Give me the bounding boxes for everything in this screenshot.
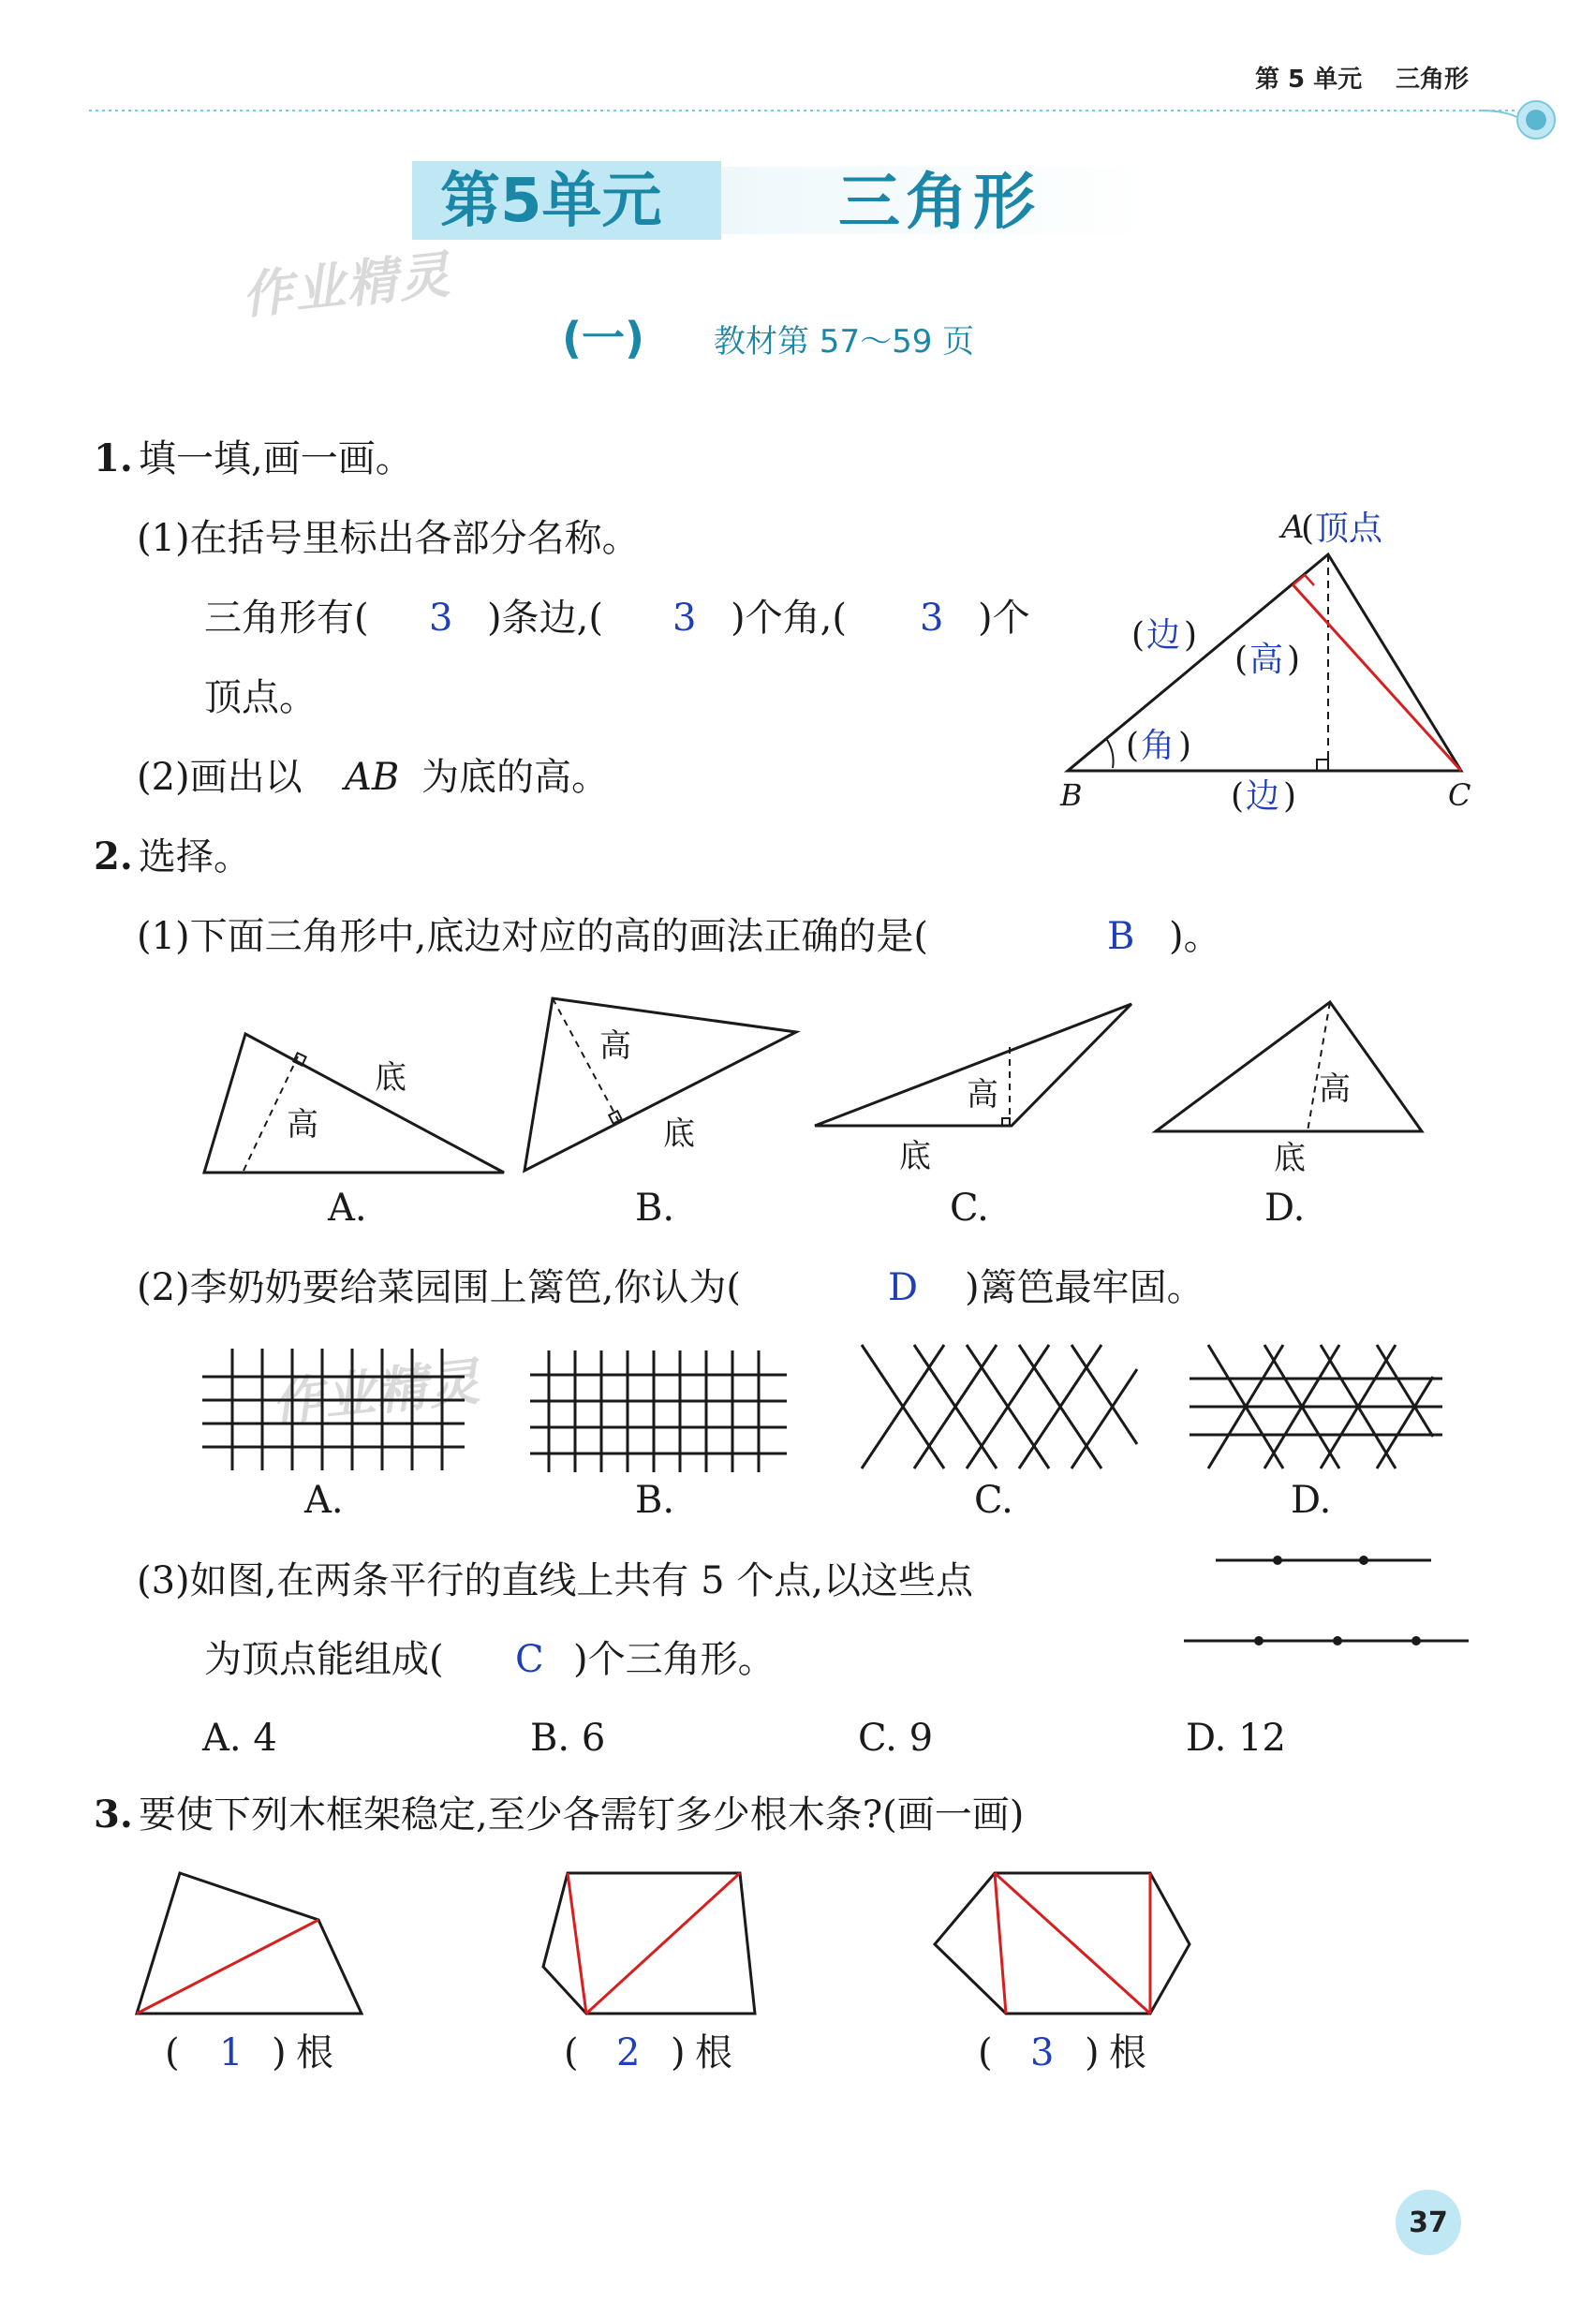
page-title: 三角形 bbox=[838, 166, 1041, 238]
fence-option-d-label: D. bbox=[1291, 1479, 1332, 1522]
fence-option-c-label: C. bbox=[974, 1479, 1013, 1522]
q2-part3-answer: C bbox=[515, 1638, 544, 1681]
q1-part2-rest: 为底的高。 bbox=[421, 756, 609, 799]
vertex-b-label: B bbox=[1060, 777, 1083, 813]
height-label: 高 bbox=[1249, 641, 1284, 679]
fence-option-d bbox=[1190, 1345, 1442, 1468]
vertex-c-label: C bbox=[1448, 777, 1471, 813]
tri-option-a-label: A. bbox=[328, 1187, 367, 1230]
vertex-a-label: A bbox=[1281, 509, 1305, 546]
tri-c-high: 高 bbox=[967, 1076, 998, 1114]
parallel-lines-figure bbox=[1171, 1536, 1489, 1667]
fence-option-b-label: B. bbox=[635, 1479, 675, 1522]
q2-part1-answer: B bbox=[1107, 915, 1135, 958]
q1-part1-text-c: )个角,( bbox=[731, 597, 847, 640]
tri-d-base: 底 bbox=[1274, 1140, 1306, 1177]
q1-number: 1. bbox=[94, 436, 133, 480]
q1-answer-vertices: 3 bbox=[920, 597, 944, 640]
frame-hexagon bbox=[935, 1873, 1190, 2014]
q1-answer-sides: 3 bbox=[429, 597, 453, 640]
choice-c: C. 9 bbox=[858, 1717, 934, 1760]
side-left-label: 边 bbox=[1146, 616, 1181, 655]
q3-frames-figure bbox=[122, 1864, 1208, 2032]
q2-number: 2. bbox=[94, 834, 133, 878]
q3-answer-2: 2 bbox=[616, 2031, 641, 2074]
height-red-line bbox=[1293, 584, 1461, 771]
q1-part1-label: (1)在括号里标出各部分名称。 bbox=[137, 517, 640, 560]
q2-fences-figure bbox=[187, 1330, 1461, 1480]
choice-b: B. 6 bbox=[530, 1717, 606, 1760]
q3-answer-3: 3 bbox=[1030, 2031, 1055, 2074]
svg-text:(: ( bbox=[1131, 616, 1145, 655]
svg-text:): ) bbox=[1287, 641, 1301, 679]
angle-label: 角 bbox=[1141, 727, 1175, 765]
q2-part3-line1: (3)如图,在两条平行的直线上共有 5 个点,以这些点 bbox=[137, 1559, 973, 1602]
side-bottom-label: 边 bbox=[1246, 777, 1280, 816]
fence-option-b bbox=[530, 1350, 787, 1472]
q1-part1-text-d: )个 bbox=[978, 597, 1030, 640]
tri-a-base: 底 bbox=[375, 1059, 406, 1097]
q2-part2-answer: D bbox=[888, 1266, 919, 1309]
section-pages: 教材第 57～59 页 bbox=[714, 323, 975, 361]
header-rule bbox=[0, 0, 1596, 169]
tri-option-b-label: B. bbox=[635, 1187, 675, 1230]
section-label: (一) bbox=[562, 313, 645, 363]
q1-part1-text-a: 三角形有( bbox=[204, 597, 369, 640]
tri-c-base: 底 bbox=[899, 1138, 931, 1175]
frame-quadrilateral bbox=[137, 1873, 362, 2014]
triangle-option-c bbox=[815, 1004, 1131, 1175]
tri-b-high: 高 bbox=[599, 1027, 631, 1065]
tri-b-base: 底 bbox=[663, 1115, 695, 1153]
q2-part3-line2b: )个三角形。 bbox=[573, 1638, 776, 1681]
tri-d-high: 高 bbox=[1319, 1070, 1351, 1108]
q3-unit-3: 根 bbox=[1109, 2031, 1146, 2074]
svg-text:): ) bbox=[1283, 777, 1297, 816]
fence-option-a-label: A. bbox=[304, 1479, 344, 1522]
q2-part2-text: (2)李奶奶要给菜园围上篱笆,你认为( bbox=[137, 1266, 741, 1309]
q3-unit-1: 根 bbox=[296, 2031, 333, 2074]
q3-unit-2: 根 bbox=[695, 2031, 732, 2074]
choice-a: A. 4 bbox=[202, 1717, 277, 1760]
q2-part3-line2a: 为顶点能组成( bbox=[204, 1638, 444, 1681]
q1-answer-angles: 3 bbox=[672, 597, 697, 640]
svg-text:): ) bbox=[1178, 727, 1192, 765]
svg-text:(: ( bbox=[1126, 727, 1140, 765]
vertex-name-label: 顶点 bbox=[1315, 509, 1383, 548]
svg-text:): ) bbox=[1184, 616, 1198, 655]
tri-option-c-label: C. bbox=[950, 1187, 989, 1230]
header-unit: 第 5 单元 bbox=[1255, 66, 1363, 94]
triangle-option-d bbox=[1156, 1002, 1422, 1177]
q1-part1-line2: 顶点。 bbox=[204, 676, 317, 719]
watermark-middle: 作业精灵 bbox=[269, 1351, 484, 1433]
q1-part2-label: (2)画出以 bbox=[137, 756, 303, 799]
choice-d: D. 12 bbox=[1186, 1717, 1286, 1760]
q2-part1-text: (1)下面三角形中,底边对应的高的画法正确的是( bbox=[137, 915, 928, 958]
fence-option-c bbox=[862, 1345, 1137, 1468]
q2-stem: 选择。 bbox=[139, 835, 251, 878]
triangle-option-b bbox=[525, 998, 796, 1171]
fence-option-a bbox=[202, 1349, 465, 1470]
q1-stem: 填一填,画一画。 bbox=[139, 437, 413, 480]
svg-text:(: ( bbox=[1301, 509, 1315, 548]
svg-text:(: ( bbox=[1234, 641, 1249, 679]
header-topic: 三角形 bbox=[1396, 66, 1470, 94]
q2-part2-end: )篱笆最牢固。 bbox=[965, 1266, 1204, 1309]
page-number: 37 bbox=[1396, 2190, 1461, 2255]
frame-pentagon bbox=[543, 1873, 755, 2014]
q1-triangle-figure bbox=[1030, 496, 1499, 834]
q3-number: 3. bbox=[94, 1793, 133, 1837]
watermark-top: 作业精灵 bbox=[239, 244, 454, 326]
q3-answer-1: 1 bbox=[219, 2031, 244, 2074]
tri-option-d-label: D. bbox=[1264, 1187, 1306, 1230]
svg-text:(: ( bbox=[1231, 777, 1245, 816]
q3-stem: 要使下列木框架稳定,至少各需钉多少根木条?(画一画) bbox=[139, 1793, 1025, 1837]
q1-part1-text-b: )条边,( bbox=[487, 597, 603, 640]
unit-title: 第5单元 bbox=[440, 167, 662, 236]
triangle-option-a bbox=[204, 1034, 504, 1173]
tri-a-high: 高 bbox=[287, 1106, 318, 1144]
q2-part1-end: )。 bbox=[1169, 915, 1221, 958]
q1-part2-ab: AB bbox=[345, 756, 400, 799]
